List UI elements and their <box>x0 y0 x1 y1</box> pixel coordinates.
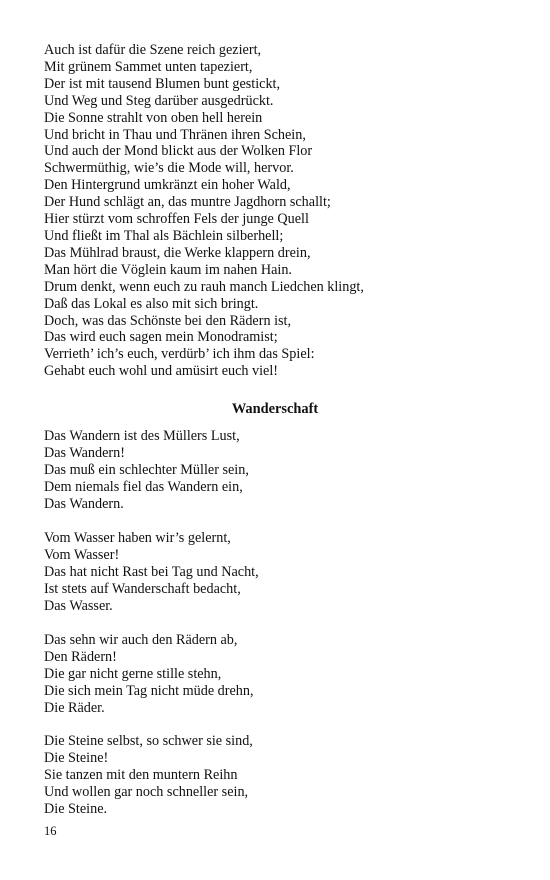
page-number: 16 <box>44 824 57 838</box>
verse-line: Der ist mit tausend Blumen bunt gestickt, <box>44 75 281 92</box>
verse-line: Schwermüthig, wie’s die Mode will, hervor. <box>44 160 294 177</box>
verse-line: Das wird euch sagen mein Monodramist; <box>44 329 278 346</box>
verse-line: Man hört die Vöglein kaum im nahen Hain. <box>44 261 292 278</box>
verse-line: Verrieth’ ich’s euch, verdürb’ ich ihm das Spiel: <box>44 346 315 363</box>
verse-line: Die Steine selbst, so schwer sie sind, <box>44 733 253 749</box>
stanza-3 <box>44 632 514 717</box>
verse-line: Ist stets auf Wanderschaft bedacht, <box>44 580 241 597</box>
verse-line: Vom Wasser! <box>44 546 120 563</box>
verse-line: Die Räder. <box>44 699 105 716</box>
stanza-1 <box>44 428 514 513</box>
verse-line: Doch, was das Schönste bei den Rädern ist, <box>44 312 292 329</box>
verse-line: Die Steine. <box>44 800 108 817</box>
verse-line: Das hat nicht Rast bei Tag und Nacht, <box>44 563 259 580</box>
verse-line: Und fließt im Thal als Bächlein silberhell; <box>44 227 284 244</box>
stanza-2 <box>44 530 514 615</box>
verse-line: Das Wasser. <box>44 597 113 614</box>
verse-line: Den Hintergrund umkränzt ein hoher Wald, <box>44 177 291 194</box>
verse-line: Die Sonne strahlt von oben hell herein <box>44 109 263 126</box>
verse-line: Das Wandern ist des Müllers Lust, <box>44 428 240 444</box>
verse-line: Die Steine! <box>44 749 109 766</box>
verse-line: Gehabt euch wohl und amüsirt euch viel! <box>44 363 279 380</box>
verse-line: Das Mühlrad braust, die Werke klappern drein, <box>44 244 311 261</box>
verse-line: Mit grünem Sammet unten tapeziert, <box>44 58 253 75</box>
verse-line: Dem niemals fiel das Wandern ein, <box>44 478 243 495</box>
poem-title: Wanderschaft <box>231 401 319 417</box>
verse-line: Auch ist dafür die Szene reich geziert, <box>44 42 262 58</box>
verse-line: Das Wandern. <box>44 495 124 512</box>
verse-line: Der Hund schlägt an, das muntre Jagdhorn schallt; <box>44 194 331 211</box>
verse-line: Sie tanzen mit den muntern Reihn <box>44 766 238 783</box>
verse-line: Daß das Lokal es also mit sich bringt. <box>44 295 259 312</box>
intro-verse <box>44 42 514 380</box>
verse-line: Das muß ein schlechter Müller sein, <box>44 461 249 478</box>
verse-line: Vom Wasser haben wir’s gelernt, <box>44 530 231 546</box>
verse-line: Und Weg und Steg darüber ausgedrückt. <box>44 92 274 109</box>
verse-line: Die gar nicht gerne stille stehn, <box>44 665 222 682</box>
verse-line: Und auch der Mond blickt aus der Wolken Flor <box>44 143 313 160</box>
verse-line: Das Wandern! <box>44 444 125 461</box>
verse-line: Hier stürzt vom schroffen Fels der junge Quell <box>44 211 309 228</box>
stanza-4 <box>44 733 514 818</box>
verse-line: Und bricht in Thau und Thränen ihren Schein, <box>44 126 306 143</box>
verse-line: Die sich mein Tag nicht müde drehn, <box>44 682 254 699</box>
verse-line: Den Rädern! <box>44 648 117 665</box>
verse-line: Drum denkt, wenn euch zu rauh manch Liedchen klingt, <box>44 278 364 295</box>
verse-line: Das sehn wir auch den Rädern ab, <box>44 632 238 648</box>
verse-line: Und wollen gar noch schneller sein, <box>44 783 249 800</box>
